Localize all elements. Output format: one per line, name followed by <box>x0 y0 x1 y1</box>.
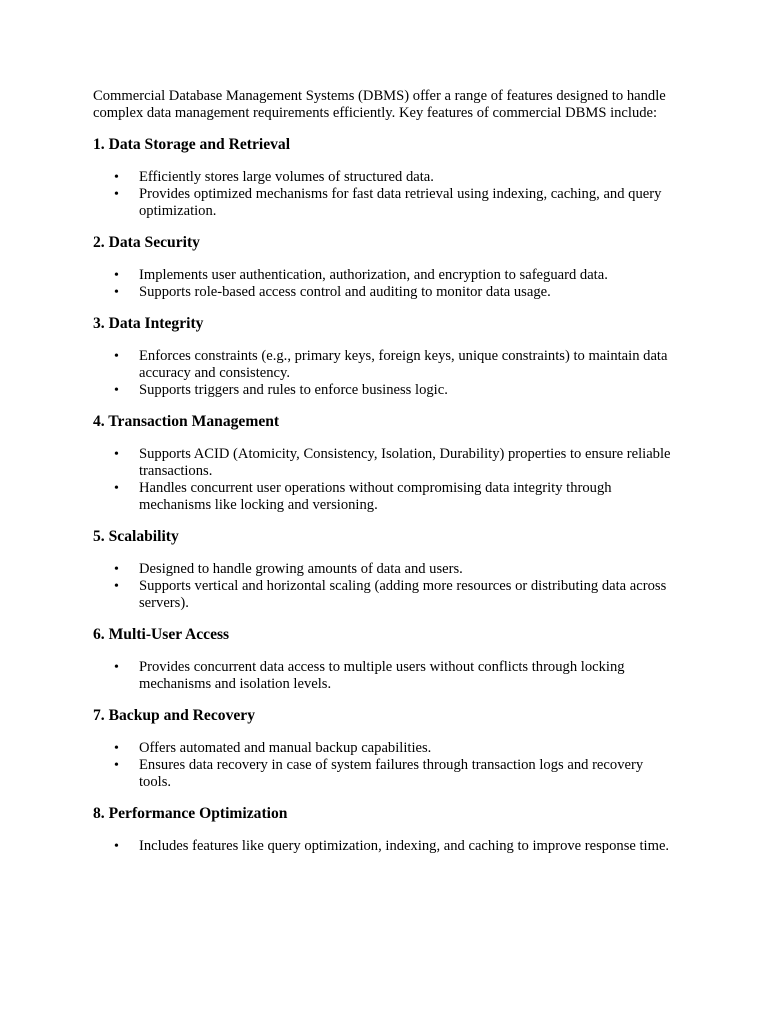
section-heading: 7. Backup and Recovery <box>93 707 256 724</box>
bullet-icon: • <box>114 660 119 675</box>
list-item-text: Provides concurrent data access to multiple users without conflicts through locking mechanisms and isolation levels. <box>139 659 625 692</box>
list-item-text: Includes features like query optimization, indexing, and caching to improve response time. <box>139 838 670 854</box>
list-item <box>93 186 676 220</box>
bullet-list <box>93 169 676 220</box>
bullet-icon: • <box>114 839 119 854</box>
section-heading: 2. Data Security <box>93 234 200 251</box>
list-item-text: Provides optimized mechanisms for fast data retrieval using indexing, caching, and query optimization. <box>139 186 662 219</box>
list-item-text: Enforces constraints (e.g., primary keys, foreign keys, unique constraints) to maintain data accuracy and consistency. <box>139 348 668 381</box>
list-item <box>93 382 676 399</box>
list-item-text: Supports ACID (Atomicity, Consistency, Isolation, Durability) properties to ensure reliable transactions. <box>139 446 671 479</box>
section-heading: 4. Transaction Management <box>93 413 280 430</box>
list-item <box>93 446 676 480</box>
bullet-icon: • <box>114 481 119 496</box>
list-item <box>93 578 676 612</box>
list-item-text: Efficiently stores large volumes of structured data. <box>139 169 434 185</box>
section <box>93 625 676 693</box>
list-item-text: Offers automated and manual backup capabilities. <box>139 740 432 756</box>
bullet-icon: • <box>114 268 119 283</box>
section <box>93 135 676 220</box>
section <box>93 706 676 791</box>
list-item <box>93 561 676 578</box>
section-heading: 3. Data Integrity <box>93 315 204 332</box>
bullet-list <box>93 740 676 791</box>
list-item-text: Ensures data recovery in case of system failures through transaction logs and recovery tools. <box>139 757 644 790</box>
bullet-list <box>93 838 676 855</box>
bullet-icon: • <box>114 383 119 398</box>
bullet-icon: • <box>114 187 119 202</box>
bullet-icon: • <box>114 170 119 185</box>
bullet-icon: • <box>114 758 119 773</box>
list-item <box>93 838 676 855</box>
list-item-text: Handles concurrent user operations without compromising data integrity through mechanisms like locking and versioning. <box>139 480 612 513</box>
section <box>93 412 676 514</box>
bullet-icon: • <box>114 285 119 300</box>
list-item <box>93 757 676 791</box>
list-item-text: Supports triggers and rules to enforce business logic. <box>139 382 448 398</box>
list-item-text: Implements user authentication, authorization, and encryption to safeguard data. <box>139 267 608 283</box>
bullet-icon: • <box>114 447 119 462</box>
list-item-text: Designed to handle growing amounts of data and users. <box>139 561 463 577</box>
bullet-icon: • <box>114 562 119 577</box>
section <box>93 314 676 399</box>
bullet-icon: • <box>114 349 119 364</box>
intro-paragraph: Commercial Database Management Systems (DBMS) offer a range of features designed to handle complex data management requirements efficiently. Key features of commercial DBMS include: <box>93 88 666 121</box>
bullet-icon: • <box>114 741 119 756</box>
list-item <box>93 284 676 301</box>
list-item <box>93 267 676 284</box>
section-heading: 1. Data Storage and Retrieval <box>93 136 291 153</box>
list-item <box>93 480 676 514</box>
bullet-icon: • <box>114 579 119 594</box>
bullet-list <box>93 348 676 399</box>
list-item-text: Supports vertical and horizontal scaling (adding more resources or distributing data across servers). <box>139 578 667 611</box>
bullet-list <box>93 446 676 514</box>
bullet-list <box>93 267 676 301</box>
section <box>93 804 676 855</box>
bullet-list <box>93 659 676 693</box>
list-item-text: Supports role-based access control and auditing to monitor data usage. <box>139 284 551 300</box>
section-heading: 6. Multi-User Access <box>93 626 230 643</box>
bullet-list <box>93 561 676 612</box>
list-item <box>93 659 676 693</box>
list-item <box>93 740 676 757</box>
section <box>93 233 676 301</box>
list-item <box>93 169 676 186</box>
list-item <box>93 348 676 382</box>
section-heading: 5. Scalability <box>93 528 179 545</box>
section-heading: 8. Performance Optimization <box>93 805 288 822</box>
section <box>93 527 676 612</box>
